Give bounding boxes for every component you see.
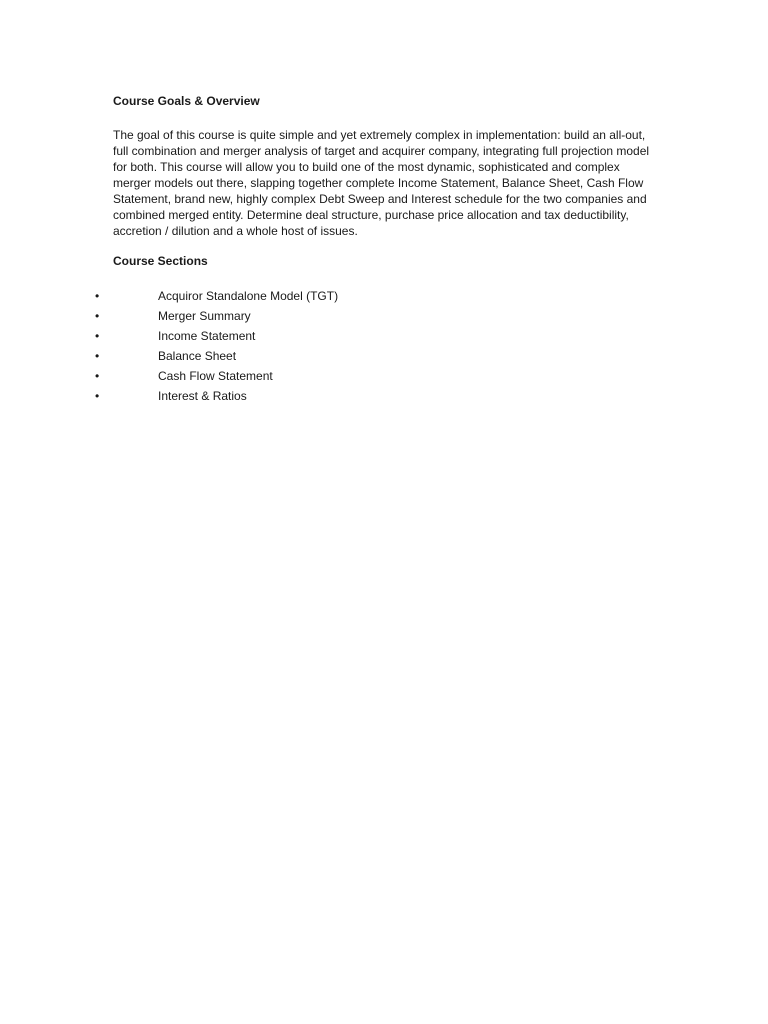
course-goals-paragraph: The goal of this course is quite simple and yet extremely complex in implementation: build an all-out, full combination and merger analysis of target and acquirer company, integrating full projection model for both. This course will allow you to build one of the most dynamic, sophisticated and complex merger models out there, slapping together complete Income Statement, Balance Sheet, Cash Flow Statement, brand new, highly complex Debt Sweep and Interest schedule for the two companies and combined merged entity. Determine deal structure, purchase price allocation and tax deductibility, accretion / dilution and a whole host of issues. xyxy=(113,128,650,238)
section-item-label: Acquiror Standalone Model (TGT) xyxy=(158,289,339,303)
bullet-icon: • xyxy=(95,309,100,323)
bullet-icon: • xyxy=(95,369,100,383)
section-item-label: Merger Summary xyxy=(158,309,251,323)
bullet-icon: • xyxy=(95,349,100,363)
section-item-label: Cash Flow Statement xyxy=(158,369,273,383)
section-item-label: Balance Sheet xyxy=(158,349,237,363)
course-goals-heading: Course Goals & Overview xyxy=(113,94,260,108)
bullet-icon: • xyxy=(95,389,100,403)
bullet-icon: • xyxy=(95,289,100,303)
section-item-label: Income Statement xyxy=(158,329,256,343)
bullet-icon: • xyxy=(95,329,100,343)
section-item-label: Interest & Ratios xyxy=(158,389,247,403)
course-sections-heading: Course Sections xyxy=(113,254,208,268)
